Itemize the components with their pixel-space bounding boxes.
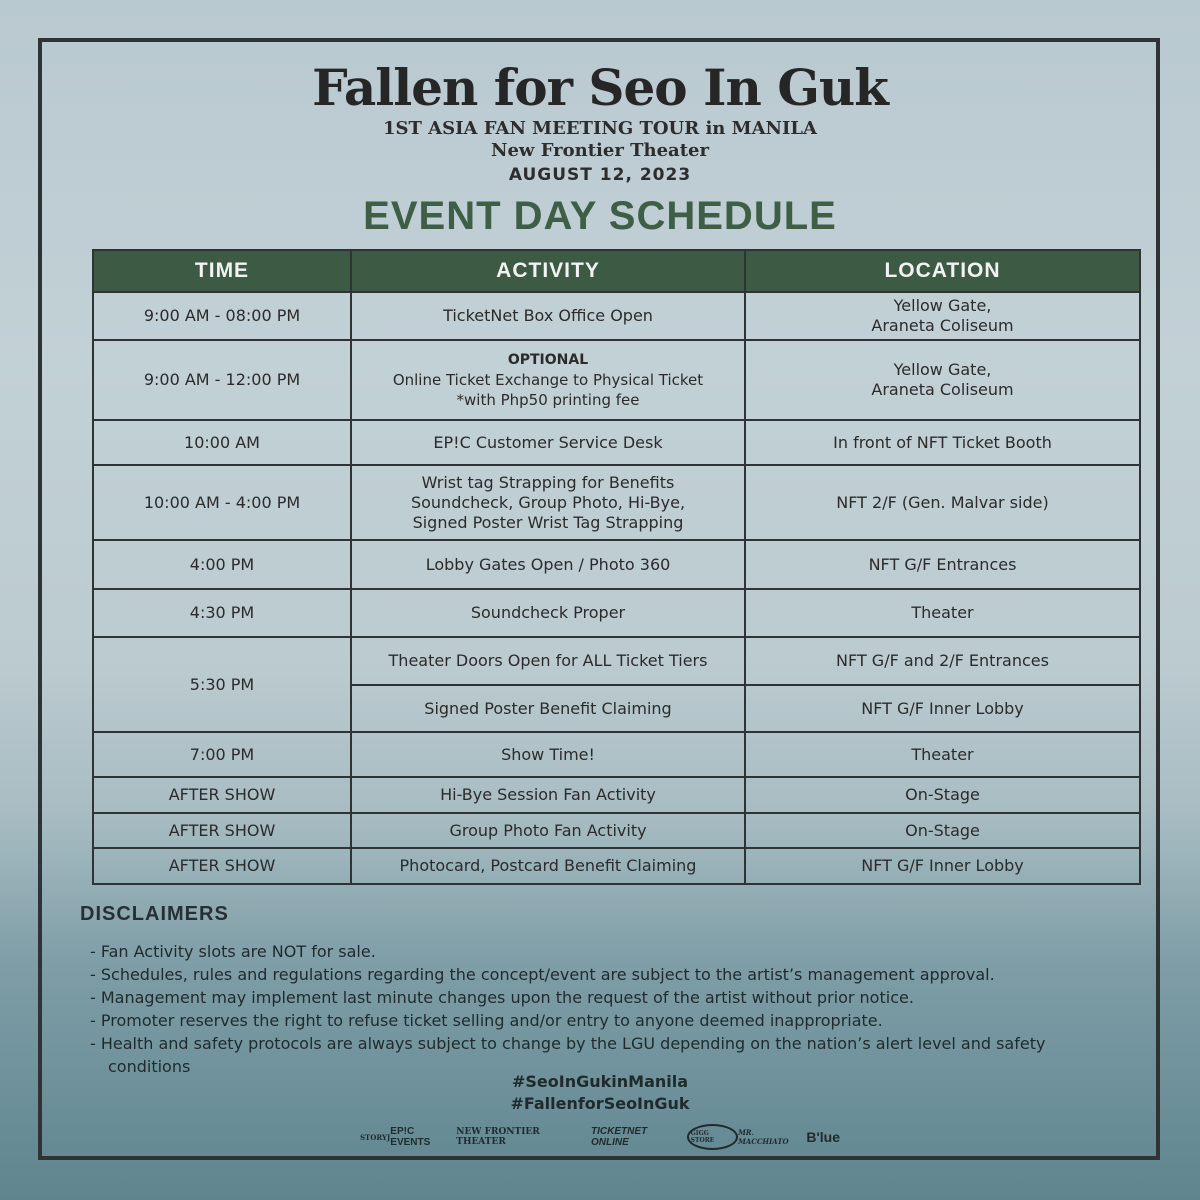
location-cell: In front of NFT Ticket Booth [745,420,1140,465]
header-location: LOCATION [745,250,1140,292]
time-cell: 4:00 PM [93,540,351,589]
location-cell: Theater [745,589,1140,637]
disclaimers-list [90,940,1120,1078]
time-cell: 9:00 AM - 08:00 PM [93,292,351,340]
time-cell: 7:00 PM [93,732,351,777]
time-cell: AFTER SHOW [93,813,351,848]
location-cell: Theater [745,732,1140,777]
location-cell: NFT G/F and 2/F Entrances [745,637,1140,685]
table-row [93,292,1140,340]
table-row [93,540,1140,589]
location-cell: On-Stage [745,813,1140,848]
header-time: TIME [93,250,351,292]
activity-cell: Group Photo Fan Activity [351,813,745,848]
location-cell: On-Stage [745,777,1140,813]
activity-cell: OPTIONAL Online Ticket Exchange to Physical Ticket *with Php50 printing fee [351,340,745,420]
page-title: Fallen for Seo In Guk [312,58,888,117]
mr-macchiato-logo: MR. MACCHIATO [738,1128,789,1146]
activity-cell: EP!C Customer Service Desk [351,420,745,465]
header-activity: ACTIVITY [351,250,745,292]
event-date: AUGUST 12, 2023 [508,165,692,185]
table-header-row [93,250,1140,292]
activity-cell: Wrist tag Strapping for Benefits Soundcheck, Group Photo, Hi-Bye, Signed Poster Wrist Tag Strapping [351,465,745,540]
disclaimers-heading: DISCLAIMERS [80,903,229,925]
location-cell: NFT 2/F (Gen. Malvar side) [745,465,1140,540]
activity-cell: Theater Doors Open for ALL Ticket Tiers [351,637,745,685]
time-cell: 10:00 AM [93,420,351,465]
venue-name: New Frontier Theater [491,140,709,161]
location-cell: NFT G/F Inner Lobby [745,848,1140,884]
time-cell: 5:30 PM [93,637,351,732]
hashtag: #FallenforSeoInGuk [510,1094,690,1113]
storyj-logo: STORYJ [360,1132,391,1142]
time-cell: AFTER SHOW [93,848,351,884]
location-cell: NFT G/F Entrances [745,540,1140,589]
list-item: - Fan Activity slots are NOT for sale. [90,942,376,961]
time-cell: 9:00 AM - 12:00 PM [93,340,351,420]
list-item: - Management may implement last minute changes upon the request of the artist without prior notice. [90,988,914,1007]
table-row [93,732,1140,777]
epic-events-logo: EP!C EVENTS [390,1126,431,1148]
list-item: - Schedules, rules and regulations regarding the concept/event are subject to the artist’s management approval. [90,965,995,984]
table-row [93,637,1140,685]
table-row [93,420,1140,465]
table-row [93,465,1140,540]
table-row [93,340,1140,420]
gigg-store-logo: GIGG STORE [687,1124,738,1150]
hashtag: #SeoInGukinManila [511,1072,689,1091]
table-row [93,589,1140,637]
activity-cell: Photocard, Postcard Benefit Claiming [351,848,745,884]
table-row [93,813,1140,848]
activity-cell: TicketNet Box Office Open [351,292,745,340]
time-cell: 10:00 AM - 4:00 PM [93,465,351,540]
new-frontier-logo: NEW FRONTIER THEATER [456,1127,540,1147]
activity-cell: Show Time! [351,732,745,777]
activity-cell: Hi-Bye Session Fan Activity [351,777,745,813]
ticketnet-logo: TICKETNET ONLINE [591,1126,648,1148]
activity-cell: Soundcheck Proper [351,589,745,637]
activity-cell: Lobby Gates Open / Photo 360 [351,540,745,589]
table-row [93,777,1140,813]
table-row [93,848,1140,884]
list-item: - Health and safety protocols are always subject to change by the LGU depending on the nation’s alert level and safety conditions [90,1034,1046,1076]
location-cell: Yellow Gate, Araneta Coliseum [745,292,1140,340]
time-cell: AFTER SHOW [93,777,351,813]
time-cell: 4:30 PM [93,589,351,637]
activity-cell: Signed Poster Benefit Claiming [351,685,745,732]
location-cell: Yellow Gate, Araneta Coliseum [745,340,1140,420]
schedule-heading: EVENT DAY SCHEDULE [363,194,837,238]
blue-logo: B'lue [806,1129,841,1145]
optional-label: OPTIONAL [507,352,589,368]
tour-subtitle: 1ST ASIA FAN MEETING TOUR in MANILA [382,118,818,139]
schedule-table [92,249,1141,885]
location-cell: NFT G/F Inner Lobby [745,685,1140,732]
list-item: - Promoter reserves the right to refuse ticket selling and/or entry to anyone deemed inappropriate. [90,1011,883,1030]
sponsor-logos [360,1123,840,1151]
